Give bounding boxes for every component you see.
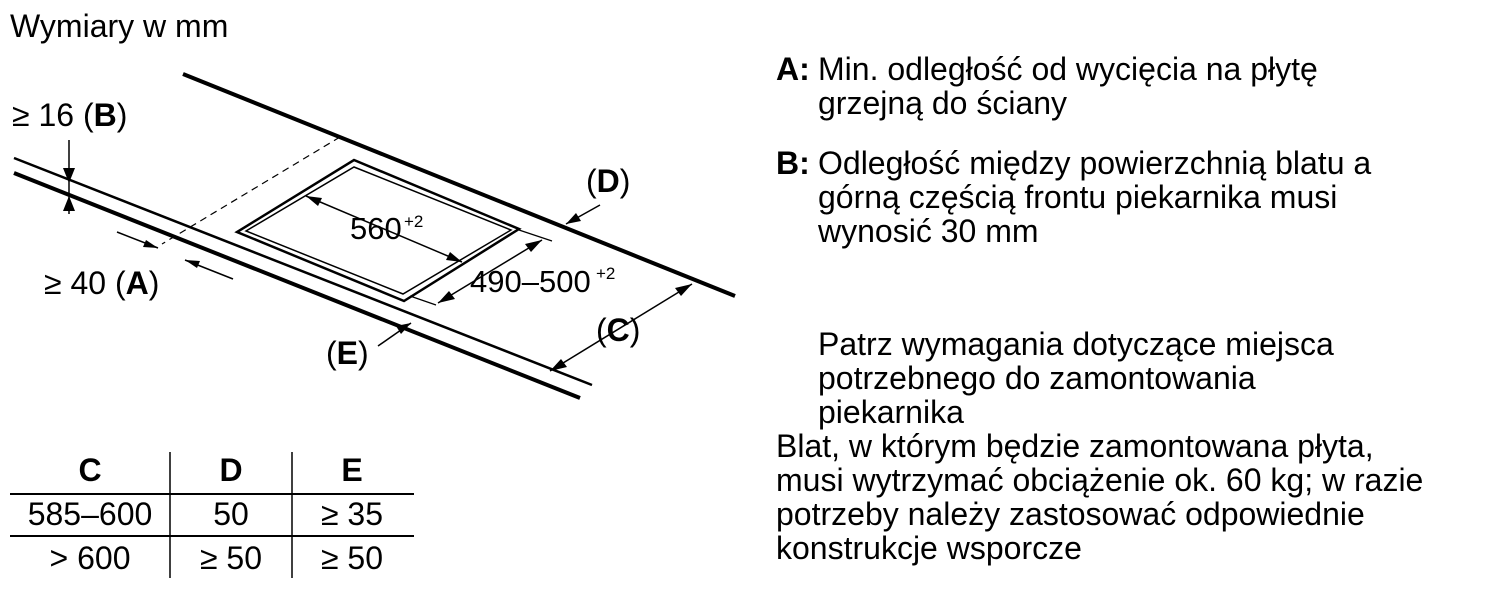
table-cell: > 600 [49, 540, 131, 576]
load-note-line: musi wytrzymać obciążenie ok. 60 kg; w razie [776, 462, 1424, 498]
table-header-e: E [341, 452, 363, 488]
note-a-line: Min. odległość od wycięcia na płytę [818, 51, 1318, 87]
note-a-line: grzejną do ściany [818, 85, 1068, 121]
dimensions-table [10, 452, 414, 578]
width-tolerance-label: +2 [404, 212, 424, 231]
c-label: (C) [596, 312, 641, 348]
table-cell: ≥ 35 [320, 496, 384, 532]
depth-arrow-top [525, 240, 542, 252]
d-arrow [566, 213, 581, 224]
table-header-c: C [78, 452, 102, 488]
load-note-line: Blat, w którym będzie zamontowana płyta, [776, 428, 1374, 464]
c-arrow-bottom [550, 359, 567, 371]
oven-note-line: piekarnika [818, 394, 964, 430]
load-note-line: konstrukcje wsporcze [776, 530, 1082, 566]
table-cell: 585–600 [27, 496, 153, 532]
note-a-key: A: [776, 51, 810, 87]
countertop-back-edge [183, 74, 735, 296]
load-warning-note [776, 429, 1496, 565]
table-header-d: D [219, 452, 243, 488]
depth-extension-line-bottom [410, 296, 436, 305]
oven-note-line: Patrz wymagania dotyczące miejsca [818, 326, 1334, 362]
oven-requirements-note [776, 327, 1496, 429]
width-arrow-right [446, 252, 462, 262]
width-dimension-label: 560 [350, 211, 402, 246]
load-note-line: potrzeby należy zastosować odpowiednie [776, 496, 1365, 532]
depth-tolerance-label: +2 [596, 264, 616, 283]
note-a [776, 52, 1496, 120]
notes-panel [776, 52, 1496, 565]
note-b [776, 146, 1496, 248]
d-label: (D) [586, 163, 631, 199]
a-label: ≥ 40 (A) [44, 265, 160, 301]
width-arrow-left [306, 196, 322, 206]
a-arrow-right [185, 260, 200, 268]
note-b-line: Odległość między powierzchnią blatu a [818, 145, 1372, 181]
note-b-line: górną częścią frontu piekarnika musi [818, 179, 1338, 215]
note-b-line: wynosić 30 mm [818, 213, 1039, 249]
depth-extension-line-top [519, 230, 552, 241]
note-b-key: B: [776, 145, 810, 181]
oven-note-line: potrzebnego do zamontowania [818, 360, 1256, 396]
page-title: Wymiary w mm [10, 8, 229, 44]
depth-arrow-bottom [438, 291, 455, 303]
a-arrow-left [143, 240, 158, 248]
table-cell: ≥ 50 [320, 540, 384, 576]
e-label: (E) [326, 335, 369, 371]
table-cell: 50 [213, 496, 249, 532]
b-label: ≥ 16 (B) [12, 97, 128, 133]
c-arrow-top [675, 284, 692, 296]
table-cell: ≥ 50 [199, 540, 263, 576]
depth-dimension-label: 490–500 [470, 264, 591, 299]
